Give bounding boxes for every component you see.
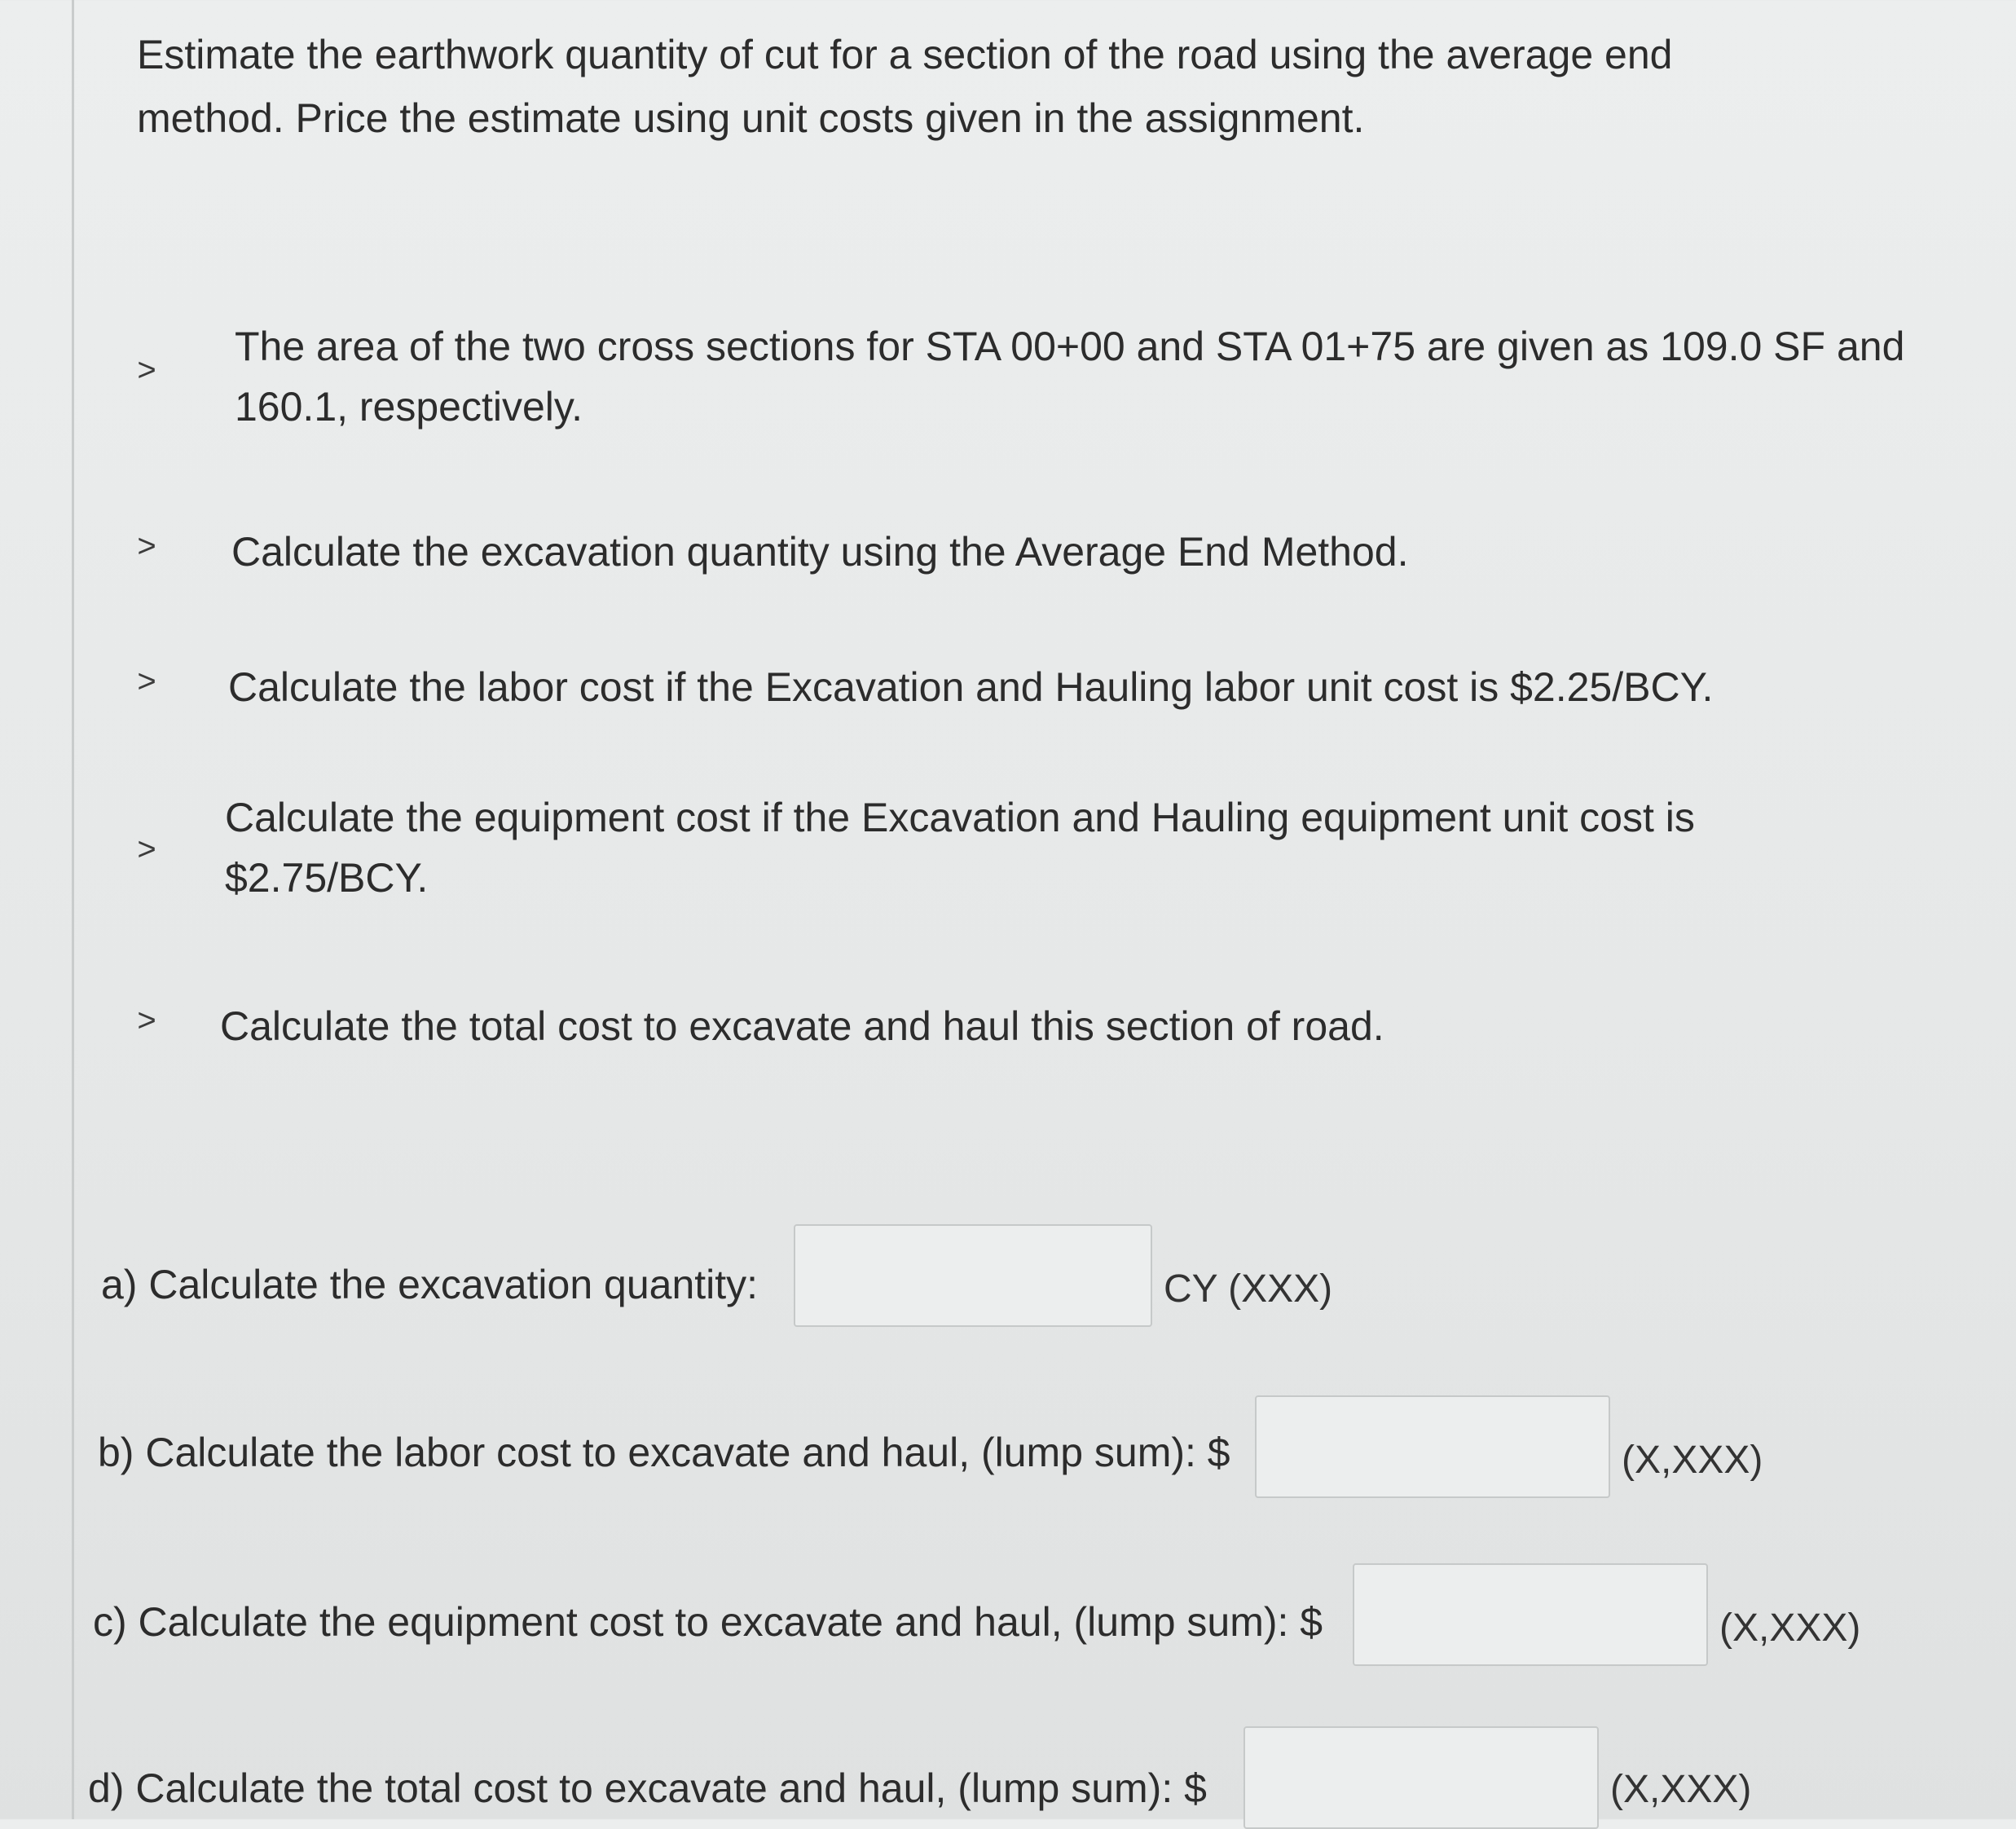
unit-hint-d: (X,XXX) <box>1610 1768 1752 1811</box>
question-a-label: a) Calculate the excavation quantity: <box>101 1262 759 1307</box>
problem-intro: Estimate the earthwork quantity of cut for a section of the road using the average end method. Price the estimate using unit costs given in the assignment. <box>137 32 1673 141</box>
chevron-right-icon: > <box>137 831 156 867</box>
unit-hint-b: (X,XXX) <box>1622 1439 1763 1482</box>
bullet-text: Calculate the total cost to excavate and haul this section of road. <box>220 1003 1384 1049</box>
unit-hint-a: CY (XXX) <box>1164 1267 1333 1311</box>
bullet-text: Calculate the equipment cost if the Excavation and Hauling equipment unit cost is $2.75/BCY. <box>225 795 1695 901</box>
equipment-cost-input[interactable] <box>1353 1563 1708 1666</box>
question-c-label: c) Calculate the equipment cost to excavate and haul, (lump sum): $ <box>93 1599 1323 1645</box>
total-cost-input[interactable] <box>1243 1726 1599 1829</box>
bullet-text: Calculate the labor cost if the Excavation and Hauling labor unit cost is $2.25/BCY. <box>228 664 1714 710</box>
question-d-label: d) Calculate the total cost to excavate and haul, (lump sum): $ <box>88 1765 1207 1811</box>
chevron-right-icon: > <box>137 1003 156 1038</box>
excavation-quantity-input[interactable] <box>794 1224 1152 1327</box>
labor-cost-input[interactable] <box>1255 1395 1610 1498</box>
bullet-text: Calculate the excavation quantity using the Average End Method. <box>231 529 1409 575</box>
chevron-right-icon: > <box>137 663 156 699</box>
chevron-right-icon: > <box>137 352 156 388</box>
bullet-text: The area of the two cross sections for STA 00+00 and STA 01+75 are given as 109.0 SF and 160.1, respectively. <box>235 324 1905 430</box>
chevron-right-icon: > <box>137 528 156 564</box>
unit-hint-c: (X,XXX) <box>1719 1606 1861 1650</box>
left-border-rule <box>72 0 74 1819</box>
question-b-label: b) Calculate the labor cost to excavate and haul, (lump sum): $ <box>98 1430 1230 1475</box>
